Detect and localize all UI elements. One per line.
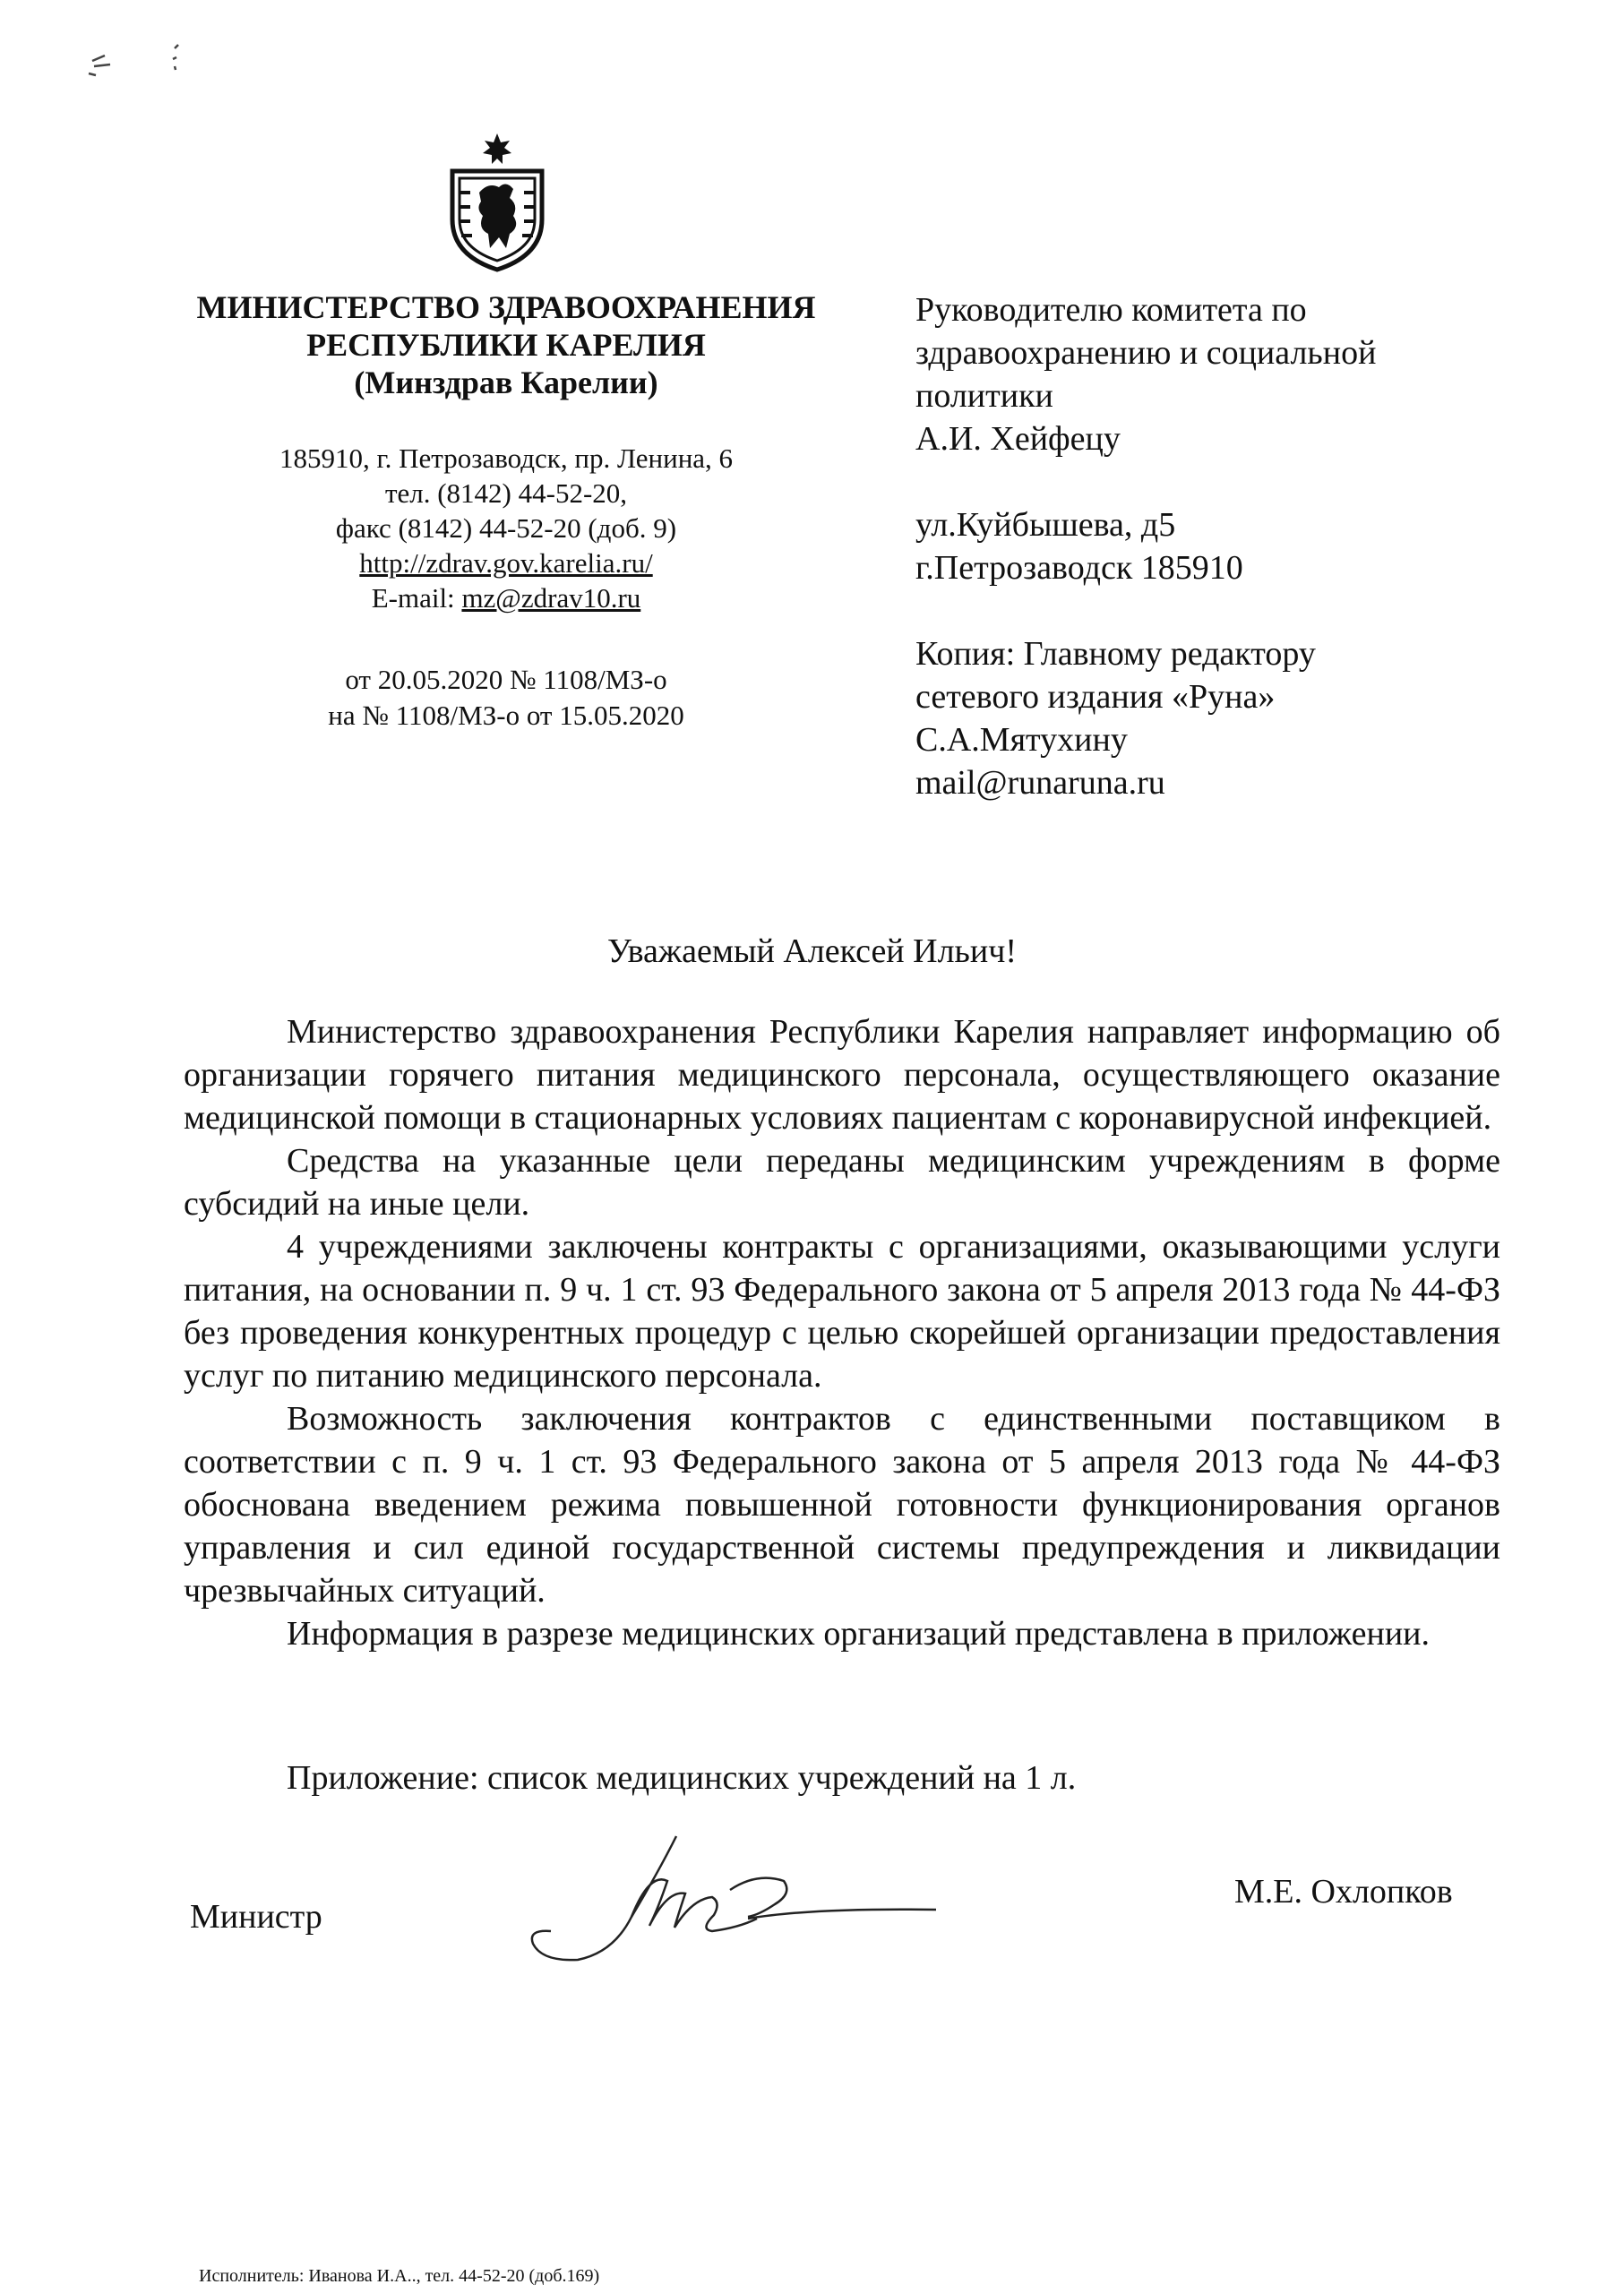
ministry-phone: тел. (8142) 44-52-20, xyxy=(384,477,628,509)
attachment-note: Приложение: список медицинских учреждений на 1 л. xyxy=(287,1759,1077,1797)
copy-recipient-email: mail@runaruna.ru xyxy=(915,764,1165,802)
addressee-city: г.Петрозаводск 185910 xyxy=(915,549,1243,587)
ministry-fax: факс (8142) 44-52-20 (доб. 9) xyxy=(335,512,677,544)
addressee-line: политики xyxy=(915,377,1053,415)
ministry-short-name: (Минздрав Карелии) xyxy=(354,365,658,400)
body-paragraph: Средства на указанные цели переданы медицинским учреждениям в форме субсидий на иные цели. xyxy=(184,1142,1500,1223)
addressee-line: здравоохранению и социальной xyxy=(915,334,1377,372)
document-reference xyxy=(179,662,833,734)
addressee-street: ул.Куйбышева, д5 xyxy=(915,506,1176,544)
karelia-coat-of-arms-icon xyxy=(443,130,551,273)
handwritten-signature xyxy=(524,1818,945,1971)
signer-position: Министр xyxy=(190,1898,322,1936)
incoming-reference: на № 1108/МЗ-о от 15.05.2020 xyxy=(328,700,684,731)
addressee-block xyxy=(915,288,1560,804)
ministry-address: 185910, г. Петрозаводск, пр. Ленина, 6 xyxy=(279,442,734,474)
ministry-header xyxy=(179,288,833,734)
outgoing-reference: от 20.05.2020 № 1108/МЗ-о xyxy=(345,664,667,695)
letter-body xyxy=(184,1010,1500,1655)
copy-recipient-name: С.А.Мятухину xyxy=(915,721,1128,759)
body-paragraph: Министерство здравоохранения Республики Карелия направляет информацию об организации горячего питания медицинского персонала, осуществляющего оказание медицинской помощи в стационарных условиях пациентам с коронавирусной инфекцией. xyxy=(184,1013,1500,1137)
salutation: Уважаемый Алексей Ильич! xyxy=(607,932,1017,970)
ministry-name-line1: МИНИСТЕРСТВО ЗДРАВООХРАНЕНИЯ xyxy=(196,289,816,325)
ministry-contacts xyxy=(179,441,833,615)
ministry-website-link[interactable]: http://zdrav.gov.karelia.ru/ xyxy=(359,547,653,579)
executor-footer: Исполнитель: Иванова И.А.., тел. 44-52-20 (доб.169) xyxy=(199,2266,600,2286)
ministry-email-link[interactable]: mz@zdrav10.ru xyxy=(461,582,641,614)
body-paragraph: 4 учреждениями заключены контракты с организациями, оказывающими услуги питания, на основании п. 9 ч. 1 ст. 93 Федерального закона от 5 апреля 2013 года № 44-ФЗ без проведения конкурентных процедур с целью скорейшей организации предоставления услуг по питанию медицинского персонала. xyxy=(184,1228,1500,1395)
addressee-name: А.И. Хейфецу xyxy=(915,420,1121,458)
signer-name: М.Е. Охлопков xyxy=(1234,1873,1453,1911)
addressee-line: Руководителю комитета по xyxy=(915,291,1307,329)
email-label: E-mail: xyxy=(371,582,462,614)
copy-recipient-line: сетевого издания «Руна» xyxy=(915,678,1276,716)
scan-marks xyxy=(85,34,211,88)
body-paragraph: Информация в разрезе медицинских организаций представлена в приложении. xyxy=(287,1615,1430,1653)
body-paragraph: Возможность заключения контрактов с единственными поставщиком в соответствии с п. 9 ч. 1 ст. 93 Федерального закона от 5 апреля 2013 года № 44-ФЗ обоснована введением режима повышенной готовности функционирования органов управления и сил единой государственной системы предупреждения и ликвидации чрезвычайных ситуаций. xyxy=(184,1400,1500,1610)
ministry-name-line2: РЕСПУБЛИКИ КАРЕЛИЯ xyxy=(306,327,706,363)
copy-recipient-line: Копия: Главному редактору xyxy=(915,635,1316,673)
